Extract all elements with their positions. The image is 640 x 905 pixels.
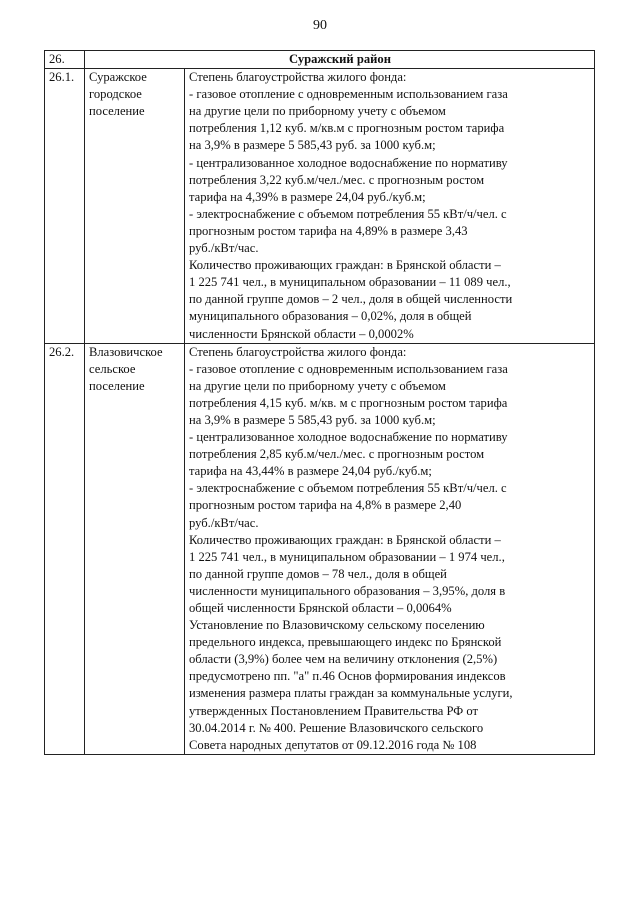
description-line: численности Брянской области – 0,0002% <box>189 326 414 341</box>
description-line: муниципального образования – 0,02%, доля в общей <box>189 309 472 324</box>
description-line: - централизованное холодное водоснабжение по нормативу <box>189 430 508 445</box>
table-row <box>45 343 595 754</box>
row-description <box>185 69 595 344</box>
description-line: по данной группе домов – 2 чел., доля в общей численности <box>189 292 513 307</box>
section-title: Суражский район <box>85 51 595 69</box>
municipality-name <box>85 69 185 344</box>
description-line: области (3,9%) более чем на величину отклонения (2,5%) <box>189 652 498 667</box>
description-line: руб./кВт/час. <box>189 241 259 256</box>
municipality-name-line: Влазовичское <box>89 344 163 359</box>
description-line: потребления 3,22 куб.м/чел./мес. с прогнозным ростом <box>189 172 485 187</box>
municipality-name-line: городское <box>89 87 142 102</box>
description-line: прогнозным ростом тарифа на 4,8% в размере 2,40 <box>189 498 462 513</box>
description-line: на 3,9% в размере 5 585,43 руб. за 1000 куб.м; <box>189 412 436 427</box>
section-header-row <box>45 51 595 69</box>
description-line: утвержденных Постановлением Правительства РФ от <box>189 703 478 718</box>
municipality-name-line: Суражское <box>89 70 147 85</box>
municipality-name-line: поселение <box>89 378 145 393</box>
description-line: потребления 1,12 куб. м/кв.м с прогнозным ростом тарифа <box>189 121 505 136</box>
description-line: тарифа на 43,44% в размере 24,04 руб./куб.м; <box>189 464 432 479</box>
description-line: - газовое отопление с одновременным использованием газа <box>189 361 508 376</box>
description-line: прогнозным ростом тарифа на 4,89% в размере 3,43 <box>189 223 468 238</box>
section-number: 26. <box>45 51 85 69</box>
municipality-name-line: сельское <box>89 361 136 376</box>
description-line: Количество проживающих граждан: в Брянской области – <box>189 258 501 273</box>
description-line: изменения размера платы граждан за коммунальные услуги, <box>189 686 513 701</box>
municipality-name <box>85 343 185 754</box>
description-line: предельного индекса, превышающего индекс по Брянской <box>189 635 502 650</box>
description-line: потребления 2,85 куб.м/чел./мес. с прогнозным ростом <box>189 447 485 462</box>
description-line: на другие цели по приборному учету с объемом <box>189 104 446 119</box>
description-line: Степень благоустройства жилого фонда: <box>189 344 407 359</box>
description-line: Количество проживающих граждан: в Брянской области – <box>189 532 501 547</box>
tariff-table <box>44 50 595 755</box>
table-row <box>45 69 595 344</box>
page-number: 90 <box>313 18 327 33</box>
description-line: - газовое отопление с одновременным использованием газа <box>189 87 508 102</box>
description-line: - централизованное холодное водоснабжение по нормативу <box>189 155 508 170</box>
description-line: - электроснабжение с объемом потребления 55 кВт/ч/чел. с <box>189 206 507 221</box>
description-line: 30.04.2014 г. № 400. Решение Влазовичского сельского <box>189 720 484 735</box>
description-line: Установление по Влазовичскому сельскому поселению <box>189 618 485 633</box>
description-line: Степень благоустройства жилого фонда: <box>189 70 407 85</box>
description-line: предусмотрено пп. "а" п.46 Основ формирования индексов <box>189 669 506 684</box>
description-line: - электроснабжение с объемом потребления 55 кВт/ч/чел. с <box>189 481 507 496</box>
description-line: 1 225 741 чел., в муниципальном образовании – 1 974 чел., <box>189 549 505 564</box>
description-line: по данной группе домов – 78 чел., доля в общей <box>189 566 447 581</box>
row-description <box>185 343 595 754</box>
description-line: Совета народных депутатов от 09.12.2016 года № 108 <box>189 737 477 752</box>
description-line: на другие цели по приборному учету с объемом <box>189 378 446 393</box>
row-number: 26.2. <box>45 343 85 754</box>
municipality-name-line: поселение <box>89 104 145 119</box>
description-line: 1 225 741 чел., в муниципальном образовании – 11 089 чел., <box>189 275 511 290</box>
description-line: потребления 4,15 куб. м/кв. м с прогнозным ростом тарифа <box>189 395 508 410</box>
description-line: общей численности Брянской области – 0,0064% <box>189 601 452 615</box>
row-number: 26.1. <box>45 69 85 344</box>
description-line: численности муниципального образования – 3,95%, доля в <box>189 583 506 598</box>
description-line: руб./кВт/час. <box>189 515 259 530</box>
description-line: тарифа на 4,39% в размере 24,04 руб./куб.м; <box>189 189 426 204</box>
description-line: на 3,9% в размере 5 585,43 руб. за 1000 куб.м; <box>189 138 436 153</box>
